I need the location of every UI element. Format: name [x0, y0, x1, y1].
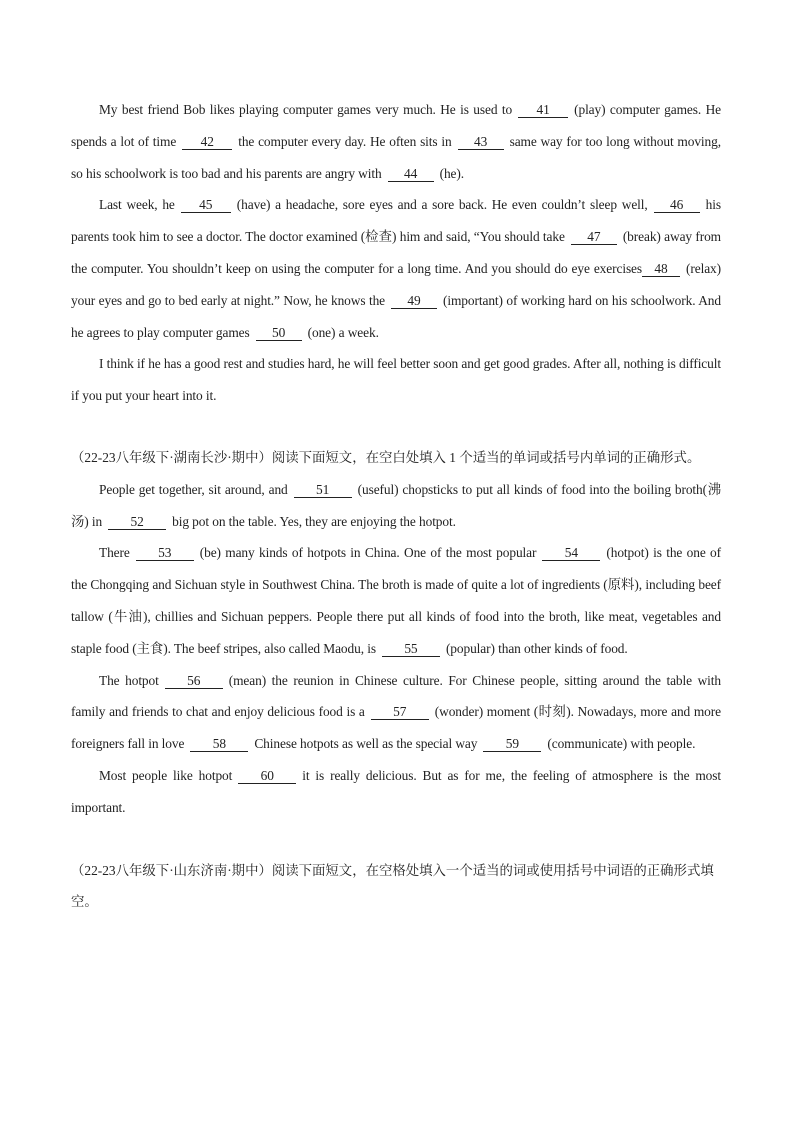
blank-58[interactable]: 58 [190, 737, 248, 752]
section-heading-3: （22-23八年级下·山东济南·期中）阅读下面短文，在空格处填入一个适当的词或使用括号中词语的正确形式填空。 [71, 862, 714, 910]
text: My best friend Bob likes playing computer games very much. He is used to [99, 102, 513, 117]
blank-55[interactable]: 55 [382, 642, 440, 657]
text: (wonder) moment (时刻). Nowadays, more and more foreigners fall in love [71, 704, 721, 752]
text: it is really delicious. But as for me, the feeling of atmosphere is the most important. [71, 767, 721, 815]
blank-51[interactable]: 51 [294, 483, 352, 498]
passage1-paragraph3 [71, 348, 721, 412]
text: People get together, sit around, and [99, 481, 288, 497]
blank-48[interactable]: 48 [642, 262, 680, 277]
passage2-paragraph2 [71, 537, 721, 664]
passage1-paragraph2 [71, 189, 721, 348]
text: Most people like hotpot [99, 767, 233, 783]
text: There [99, 545, 130, 561]
text: Last week, he [99, 197, 175, 213]
document-page [71, 94, 721, 918]
passage2-paragraph3 [71, 665, 721, 760]
blank-57[interactable]: 57 [371, 705, 429, 720]
text: the computer every day. He often sits in [238, 133, 452, 149]
text: (one) a week. [307, 324, 379, 340]
blank-56[interactable]: 56 [165, 674, 223, 689]
blank-50[interactable]: 50 [256, 326, 302, 341]
text: (important) of working hard on his schoolwork. And he agrees to play computer games [71, 292, 721, 340]
text: (break) away from the computer. You shouldn’t keep on using the computer for a long time. And you should do eye exercises [71, 229, 722, 276]
passage2-paragraph1 [71, 474, 721, 538]
blank-45[interactable]: 45 [181, 198, 231, 213]
blank-47[interactable]: 47 [571, 230, 617, 245]
text: his parents took him to see a doctor. The doctor examined (检查) him and said, “You should take [71, 197, 721, 245]
text: (popular) than other kinds of food. [445, 640, 628, 656]
text: (communicate) with people. [547, 736, 696, 752]
text: (hotpot) is the one of the Chongqing and Sichuan style in Southwest China. The broth is made of quite a lot of ingredients (原料), including beef tallow (牛油), chillies and Sichuan peppers. People there put all kinds of food into the broth, like meat, vegetables and staple food (主食). The beef stripes, also called Maodu, is [71, 545, 721, 656]
text: big pot on the table. Yes, they are enjoying the hotpot. [172, 513, 456, 529]
text: (be) many kinds of hotpots in China. One of the most popular [199, 545, 537, 561]
blank-46[interactable]: 46 [654, 198, 700, 213]
text: The hotpot [99, 672, 159, 688]
passage1-paragraph1 [71, 94, 721, 189]
blank-54[interactable]: 54 [542, 546, 600, 561]
blank-60[interactable]: 60 [238, 769, 296, 784]
section-heading-2: （22-23八年级下·湖南长沙·期中）阅读下面短文，在空白处填入 1 个适当的单词或括号内单词的正确形式。 [71, 449, 701, 465]
text: (he). [439, 165, 464, 181]
passage2-paragraph4 [71, 760, 721, 824]
blank-42[interactable]: 42 [182, 135, 232, 150]
text: (mean) the reunion in Chinese culture. For Chinese people, sitting around the table with family and friends to chat and enjoy delicious food is a [71, 672, 721, 720]
text: (play) computer games. He spends a lot of time [71, 102, 721, 149]
blank-41[interactable]: 41 [518, 103, 568, 118]
text: (useful) chopsticks to put all kinds of food into the boiling broth(沸汤) in [71, 481, 721, 529]
text: (relax) your eyes and go to bed early at night.” Now, he knows the [71, 260, 721, 308]
text: I think if he has a good rest and studies hard, he will feel better soon and get good grades. After all, nothing is difficult if you put your heart into it. [71, 356, 721, 404]
blank-52[interactable]: 52 [108, 515, 166, 530]
text: same way for too long without moving, so his schoolwork is too bad and his parents are angry with [71, 133, 721, 181]
blank-53[interactable]: 53 [136, 546, 194, 561]
blank-59[interactable]: 59 [483, 737, 541, 752]
text: Chinese hotpots as well as the special way [254, 736, 478, 752]
blank-49[interactable]: 49 [391, 294, 437, 309]
text: (have) a headache, sore eyes and a sore back. He even couldn’t sleep well, [236, 197, 648, 213]
blank-43[interactable]: 43 [458, 135, 504, 150]
blank-44[interactable]: 44 [388, 167, 434, 182]
